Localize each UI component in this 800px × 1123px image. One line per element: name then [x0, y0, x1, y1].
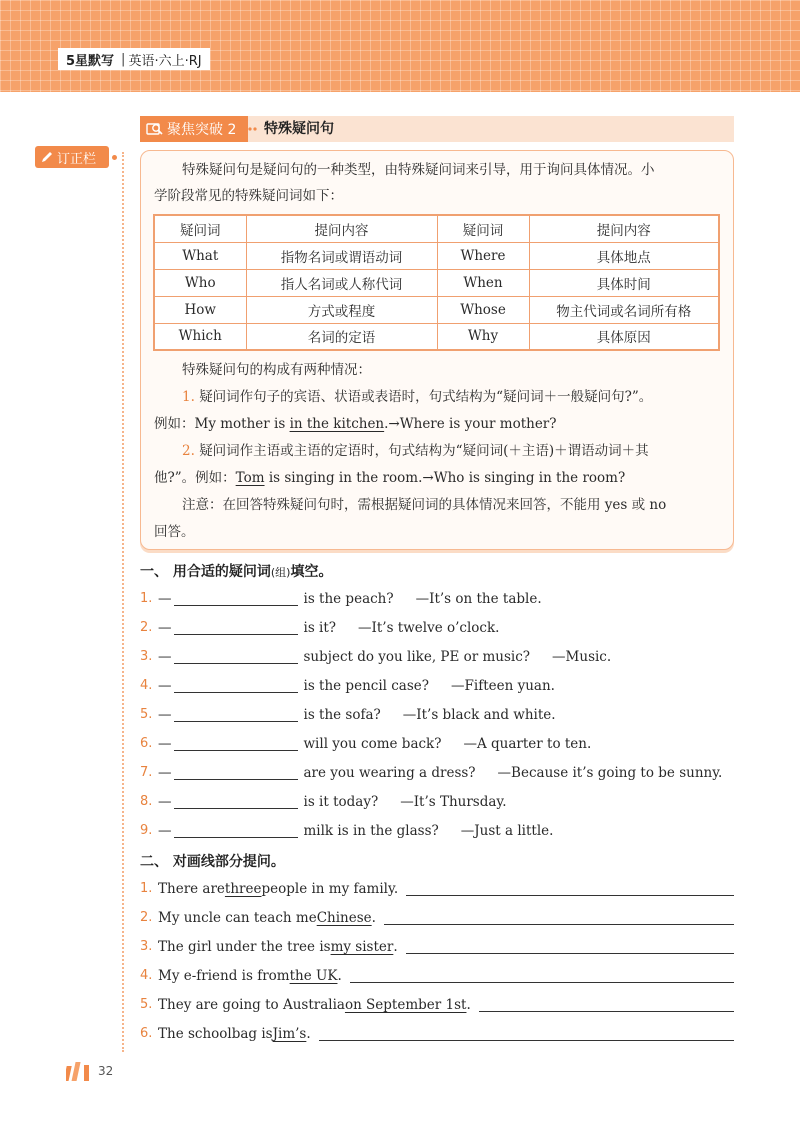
fill-item [140, 589, 542, 609]
rule-2-text: 疑问词作主语或主语的定语时，句式结构为“疑问词(＋主语)＋谓语动词＋其 [199, 443, 649, 459]
table-cell: 具体地点 [529, 242, 719, 269]
intro-line-2: 学阶段常见的特殊疑问词如下： [154, 188, 343, 204]
table-cell: What [154, 242, 246, 269]
sentence-pre: The girl under the tree is [158, 939, 331, 955]
page-header-band [0, 0, 800, 92]
item-dash: — [158, 794, 172, 810]
example-underlined: in the kitchen [289, 416, 385, 432]
label-separator: | [121, 51, 126, 67]
item-number: 6. [140, 1026, 153, 1041]
sentence-pre: The schoolbag is [158, 1026, 273, 1042]
rule-1-text: 疑问词作句子的宾语、状语或表语时，句式结构为“疑问词＋一般疑问句?”。 [199, 389, 653, 405]
item-dash: — [158, 649, 172, 665]
answer-blank[interactable] [174, 708, 298, 722]
sentence-pre: They are going to Australia [158, 997, 345, 1013]
sentence-post: . [306, 1026, 311, 1042]
rewrite-item [140, 879, 734, 899]
example-suffix: .→Where is your mother? [384, 416, 557, 432]
answer-line[interactable] [406, 882, 734, 896]
item-answer: —It’s twelve o’clock. [358, 620, 500, 636]
item-number: 4. [140, 678, 153, 693]
rewrite-item [140, 908, 734, 928]
table-header-cell: 疑问词 [437, 215, 529, 242]
item-question: is it today? [303, 794, 379, 810]
focus-badge [140, 116, 248, 142]
item-answer: —It’s on the table. [415, 591, 542, 607]
item-dash: — [158, 765, 172, 781]
table-cell: Who [154, 269, 246, 296]
table-cell: 指物名词或谓语动词 [246, 242, 437, 269]
focus-dots-icon [248, 127, 258, 131]
fill-item [140, 618, 499, 638]
item-answer: —A quarter to ten. [463, 736, 592, 752]
example-prefix: 例如：My mother is [154, 416, 290, 432]
item-number: 3. [140, 939, 153, 954]
item-dash: — [158, 591, 172, 607]
table-cell: 具体原因 [529, 323, 719, 350]
answer-blank[interactable] [174, 650, 298, 664]
fill-item [140, 705, 556, 725]
answer-line[interactable] [350, 969, 734, 983]
item-answer: —Fifteen yuan. [451, 678, 555, 694]
focus-title: 特殊疑问句 [264, 121, 334, 137]
rule-1 [182, 387, 652, 407]
table-header-cell: 疑问词 [154, 215, 246, 242]
sentence-underlined: Chinese [316, 910, 372, 926]
table-cell: Where [437, 242, 529, 269]
focus-badge-label: 聚焦突破 2 [167, 122, 237, 138]
page-number: 32 [98, 1064, 114, 1078]
table-header-cell: 提问内容 [529, 215, 719, 242]
rule-1-number: 1. [182, 389, 195, 405]
section-1-title-end: 填空。 [290, 564, 333, 580]
sentence-underlined: Jim’s [272, 1026, 307, 1042]
magnifier-book-icon [146, 121, 164, 137]
correction-dot [112, 155, 117, 160]
table-cell: 具体时间 [529, 269, 719, 296]
sentence-underlined: on September 1st [344, 997, 467, 1013]
item-answer: —Music. [552, 649, 612, 665]
item-answer: —It’s Thursday. [400, 794, 507, 810]
item-number: 9. [140, 823, 153, 838]
item-number: 1. [140, 881, 153, 896]
fill-item [140, 676, 555, 696]
intro-line-1: 特殊疑问句是疑问句的一种类型，由特殊疑问词来引导，用于询问具体情况。小 [182, 162, 655, 178]
table-row [154, 323, 719, 350]
item-dash: — [158, 823, 172, 839]
item-question: milk is in the glass? [303, 823, 439, 839]
sentence-post: . [337, 968, 342, 984]
rewrite-item [140, 1024, 734, 1044]
table-cell: 指人名词或人称代词 [246, 269, 437, 296]
answer-line[interactable] [384, 911, 734, 925]
answer-blank[interactable] [174, 766, 298, 780]
answer-line[interactable] [406, 940, 734, 954]
item-question: is the sofa? [303, 707, 381, 723]
table-header-cell: 提问内容 [246, 215, 437, 242]
item-answer: —Because it’s going to be sunny. [497, 765, 723, 781]
sentence-underlined: three [224, 881, 262, 897]
structure-intro: 特殊疑问句的构成有两种情况： [182, 362, 371, 378]
item-number: 2. [140, 910, 153, 925]
fill-item [140, 734, 591, 754]
item-dash: — [158, 620, 172, 636]
book-label [58, 48, 210, 70]
item-number: 2. [140, 620, 153, 635]
sentence-post: . [371, 910, 376, 926]
answer-blank[interactable] [174, 592, 298, 606]
answer-blank[interactable] [174, 824, 298, 838]
sentence-underlined: the UK [289, 968, 338, 984]
item-number: 3. [140, 649, 153, 664]
item-answer: —It’s black and white. [402, 707, 556, 723]
item-question: subject do you like, PE or music? [303, 649, 531, 665]
sentence-underlined: my sister [330, 939, 394, 955]
book-brand: 5星默写 [66, 53, 115, 69]
answer-line[interactable] [479, 998, 734, 1012]
answer-line[interactable] [319, 1027, 734, 1041]
note-line-2: 回答。 [154, 524, 195, 540]
table-header-row [154, 215, 719, 242]
item-question: is the pencil case? [303, 678, 430, 694]
table-cell: 物主代词或名词所有格 [529, 296, 719, 323]
pencil-icon [40, 150, 54, 164]
section-1-title [140, 561, 332, 581]
item-number: 4. [140, 968, 153, 983]
item-answer: —Just a little. [460, 823, 554, 839]
note-line-1: 注意：在回答特殊疑问句时，需根据疑问词的具体情况来回答，不能用 yes 或 no [182, 497, 667, 513]
table-cell: 名词的定语 [246, 323, 437, 350]
table-cell: Which [154, 323, 246, 350]
answer-blank[interactable] [174, 679, 298, 693]
item-question: is the peach? [303, 591, 394, 607]
example-underlined: Tom [235, 470, 265, 486]
question-word-table [153, 214, 720, 351]
item-question: are you wearing a dress? [303, 765, 476, 781]
sentence-post: . [466, 997, 471, 1013]
table-cell: How [154, 296, 246, 323]
fill-item [140, 792, 507, 812]
section-2-title: 二、 对画线部分提问。 [140, 854, 285, 870]
item-question: will you come back? [303, 736, 442, 752]
table-row [154, 269, 719, 296]
correction-label: 订正栏 [57, 151, 97, 167]
rewrite-item [140, 966, 734, 986]
table-cell: When [437, 269, 529, 296]
rule-2-example [154, 468, 625, 488]
table-row [154, 242, 719, 269]
example-prefix: 他?”。例如： [154, 470, 236, 486]
table-row [154, 296, 719, 323]
table-cell: 方式或程度 [246, 296, 437, 323]
answer-blank[interactable] [174, 795, 298, 809]
item-number: 7. [140, 765, 153, 780]
item-number: 5. [140, 997, 153, 1012]
book-subject: 英语·六上·RJ [128, 53, 202, 69]
rewrite-item [140, 937, 734, 957]
rule-2-number: 2. [182, 443, 195, 459]
item-number: 8. [140, 794, 153, 809]
item-question: is it? [303, 620, 337, 636]
answer-blank[interactable] [174, 737, 298, 751]
fill-item [140, 763, 722, 783]
example-suffix: is singing in the room.→Who is singing in the room? [264, 470, 626, 486]
sentence-post: people in my family. [261, 881, 399, 897]
sentence-post: . [393, 939, 398, 955]
sentence-pre: My e-friend is from [158, 968, 290, 984]
answer-blank[interactable] [174, 621, 298, 635]
item-dash: — [158, 678, 172, 694]
item-number: 1. [140, 591, 153, 606]
fill-item [140, 821, 553, 841]
books-icon [66, 1060, 94, 1082]
fill-item [140, 647, 611, 667]
item-dash: — [158, 707, 172, 723]
section-1-title-text: 一、 用合适的疑问词 [140, 564, 271, 580]
item-number: 6. [140, 736, 153, 751]
sentence-pre: There are [158, 881, 225, 897]
rewrite-item [140, 995, 734, 1015]
table-cell: Why [437, 323, 529, 350]
correction-tag [35, 146, 109, 168]
item-dash: — [158, 736, 172, 752]
correction-dotted-line [122, 152, 124, 1052]
rule-2 [182, 441, 649, 461]
table-cell: Whose [437, 296, 529, 323]
section-1-title-small: (组) [270, 566, 291, 579]
rule-1-example [154, 414, 557, 434]
sentence-pre: My uncle can teach me [158, 910, 317, 926]
item-number: 5. [140, 707, 153, 722]
